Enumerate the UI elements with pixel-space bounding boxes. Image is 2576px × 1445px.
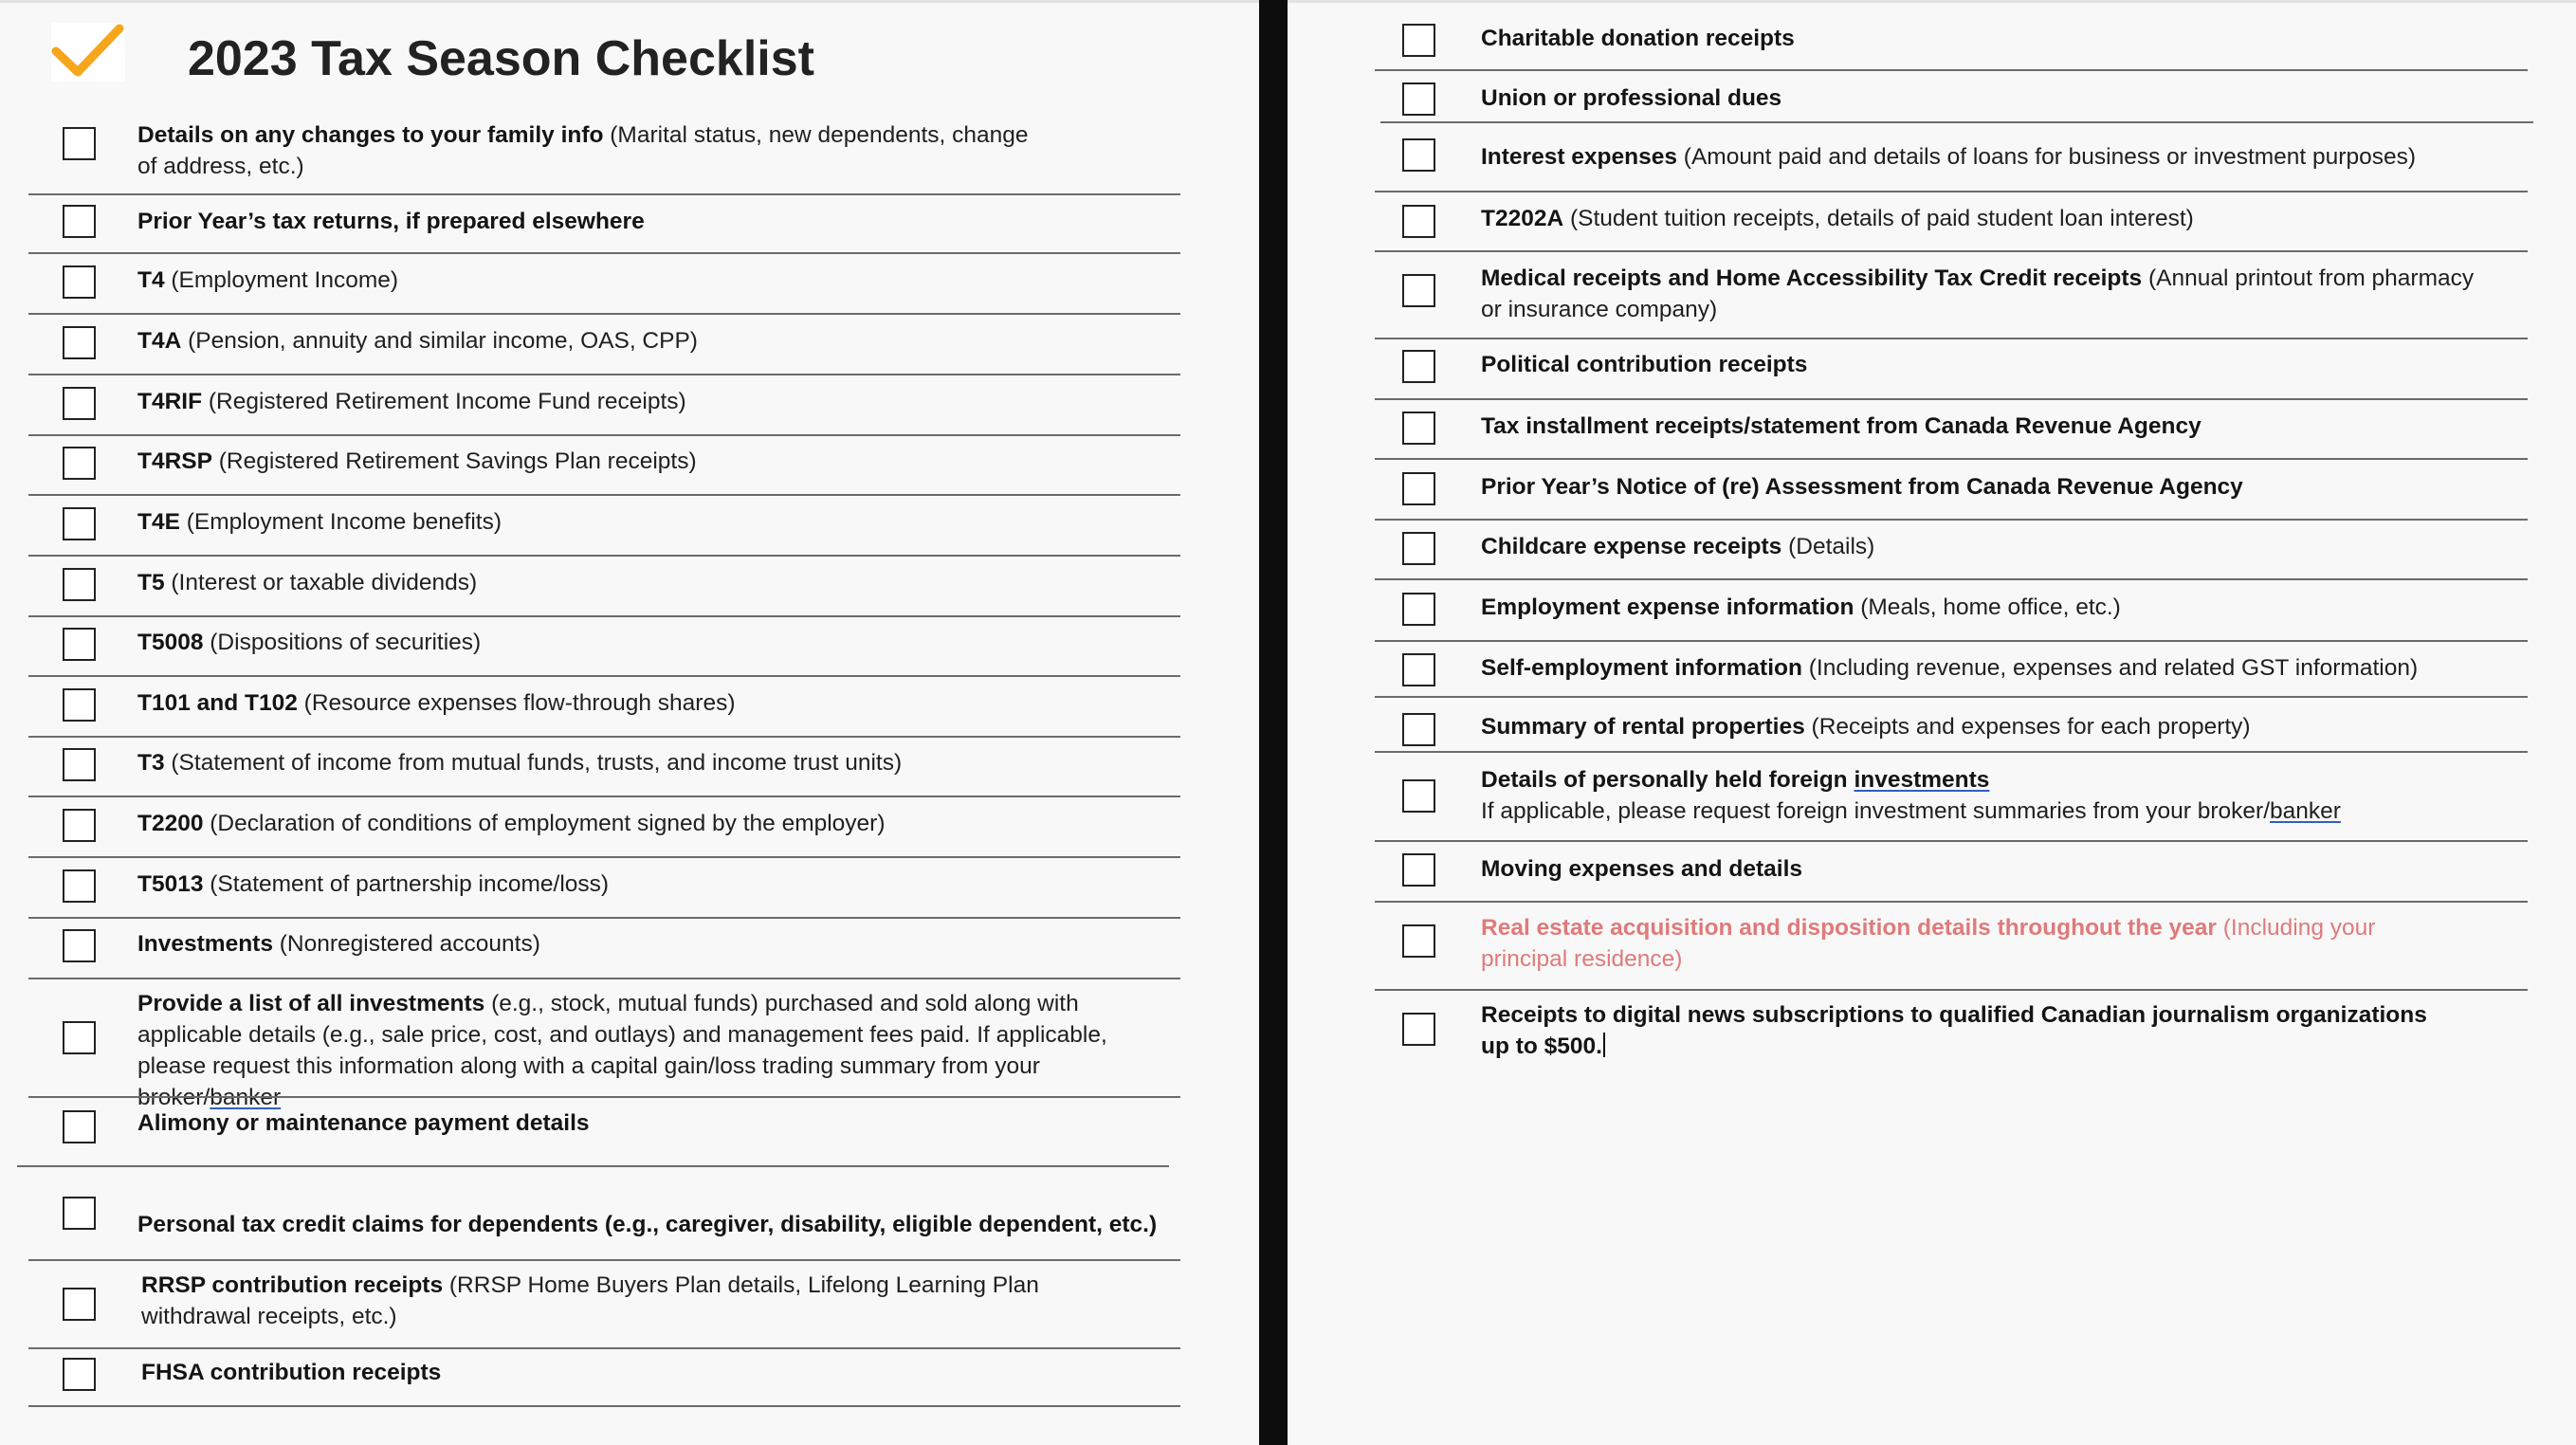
- checkbox[interactable]: [63, 326, 96, 359]
- page-title: 2023 Tax Season Checklist: [188, 31, 814, 86]
- item-text: [137, 808, 1038, 839]
- checkbox[interactable]: [63, 688, 96, 722]
- row-divider: [28, 313, 1180, 315]
- checkbox[interactable]: [1402, 924, 1435, 958]
- item-details: If applicable, please request foreign investment summaries from your broker/: [1481, 798, 2271, 824]
- item-label: Political contribution receipts: [1481, 352, 1808, 377]
- item-details: (Details): [1781, 534, 1875, 559]
- item-label: T4A: [137, 328, 182, 354]
- row-divider: [28, 494, 1180, 496]
- item-text: [141, 1357, 1137, 1388]
- item-text: [1481, 711, 2476, 742]
- row-divider: [1375, 398, 2528, 400]
- row-divider: [28, 978, 1180, 979]
- item-details: (Nonregistered accounts): [272, 931, 540, 957]
- item-text: [137, 687, 1038, 719]
- right-page: [1288, 0, 2576, 1445]
- checkbox[interactable]: [1402, 24, 1435, 57]
- checkbox[interactable]: [63, 1110, 96, 1143]
- item-label: Provide a list of all investments: [137, 991, 485, 1016]
- checkbox[interactable]: [63, 205, 96, 238]
- item-label: Interest expenses: [1481, 144, 1677, 170]
- item-details: (Amount paid and details of loans for business or investment purposes): [1677, 144, 2416, 170]
- checkbox[interactable]: [1402, 653, 1435, 686]
- item-label: Charitable donation receipts: [1481, 26, 1795, 51]
- item-details: (Receipts and expenses for each property): [1804, 714, 2251, 740]
- item-label: Alimony or maintenance payment details: [137, 1110, 590, 1136]
- item-text: [137, 1107, 1038, 1139]
- row-divider: [1375, 696, 2528, 698]
- item-label: T3: [137, 750, 165, 776]
- row-divider: [1380, 121, 2533, 123]
- checkbox[interactable]: [1402, 1013, 1435, 1046]
- item-text: [137, 928, 1038, 960]
- page-top-edge: [1288, 0, 2576, 3]
- item-label: T5013: [137, 871, 204, 897]
- checkbox[interactable]: [1402, 472, 1435, 505]
- checkbox[interactable]: [63, 1197, 96, 1230]
- item-label: T5008: [137, 630, 204, 655]
- item-details: (Statement of income from mutual funds, trusts, and income trust units): [164, 750, 903, 776]
- item-details: (Annual printout from pharmacy or insurance company): [1481, 265, 2475, 322]
- row-divider: [28, 434, 1180, 436]
- item-text: [1481, 203, 2524, 234]
- checkbox[interactable]: [63, 809, 96, 842]
- item-text: [1481, 349, 2476, 380]
- item-label: Prior Year’s tax returns, if prepared elsewhere: [137, 209, 645, 234]
- item-details: (Statement of partnership income/loss): [203, 871, 610, 897]
- row-divider: [28, 1405, 1180, 1407]
- item-text: [137, 988, 1171, 1113]
- item-text: [1481, 853, 2476, 885]
- row-divider: [1375, 250, 2528, 252]
- item-label: Details of personally held foreign: [1481, 767, 1854, 793]
- row-divider: [1375, 69, 2528, 71]
- item-details: (Student tuition receipts, details of paid student loan interest): [1563, 206, 2194, 231]
- item-details: (Employment Income benefits): [179, 509, 502, 535]
- item-text: [137, 446, 1038, 477]
- row-divider: [28, 193, 1180, 195]
- item-text: [1481, 23, 2476, 54]
- item-details: (Including revenue, expenses and related GST information): [1801, 655, 2419, 681]
- item-details: (Dispositions of securities): [203, 630, 482, 655]
- checkbox[interactable]: [1402, 82, 1435, 116]
- item-label: FHSA contribution receipts: [141, 1360, 442, 1385]
- row-divider: [17, 1165, 1169, 1167]
- item-text: [137, 119, 1038, 182]
- item-details: (Meals, home office, etc.): [1854, 594, 2121, 620]
- row-divider: [28, 615, 1180, 617]
- checkbox[interactable]: [63, 447, 96, 480]
- item-text: [137, 1209, 1180, 1240]
- item-label: Receipts to digital news subscriptions to qualified Canadian journalism organizations up to $500.: [1481, 1002, 2427, 1059]
- left-page: [0, 0, 1259, 1445]
- checkbox[interactable]: [1402, 350, 1435, 383]
- row-divider: [1375, 458, 2528, 460]
- item-text: [1481, 999, 2429, 1062]
- row-divider: [1375, 578, 2528, 580]
- checkbox[interactable]: [1402, 412, 1435, 445]
- item-label: Union or professional dues: [1481, 85, 1782, 111]
- item-details: (Resource expenses flow-through shares): [297, 690, 736, 716]
- item-label: T2200: [137, 811, 204, 836]
- item-details: (Employment Income): [164, 267, 399, 293]
- item-label: Self-employment information: [1481, 655, 1802, 681]
- item-label: RRSP contribution receipts: [141, 1272, 444, 1298]
- row-divider: [28, 736, 1180, 738]
- checkbox[interactable]: [63, 628, 96, 661]
- row-divider: [1375, 338, 2528, 339]
- row-divider: [28, 796, 1180, 797]
- item-text: [1481, 531, 2476, 562]
- checkbox[interactable]: [63, 568, 96, 601]
- checkbox[interactable]: [63, 869, 96, 903]
- item-details: (Registered Retirement Savings Plan receipts): [211, 448, 697, 474]
- checkbox[interactable]: [1402, 532, 1435, 565]
- row-divider: [1375, 519, 2528, 521]
- item-text: [1481, 263, 2495, 325]
- row-divider: [1375, 640, 2528, 642]
- row-divider: [1375, 840, 2528, 842]
- page-divider: [1259, 0, 1288, 1445]
- checkbox[interactable]: [63, 1358, 96, 1391]
- item-label: Childcare expense receipts: [1481, 534, 1782, 559]
- item-details: (Marital status, new dependents, change of address, etc.): [137, 122, 1029, 179]
- checkbox[interactable]: [63, 387, 96, 420]
- item-label: Employment expense information: [1481, 594, 1854, 620]
- item-text: [1481, 652, 2524, 684]
- item-text: [137, 265, 1038, 296]
- banker-link[interactable]: banker: [210, 1085, 282, 1110]
- item-text: [137, 386, 1038, 417]
- row-divider: [28, 917, 1180, 919]
- row-divider: [28, 252, 1180, 254]
- item-label: T4RSP: [137, 448, 212, 474]
- checkbox[interactable]: [1402, 779, 1435, 813]
- item-label: Tax installment receipts/statement from Canada Revenue Agency: [1481, 413, 2201, 439]
- checkbox[interactable]: [63, 929, 96, 962]
- row-divider: [28, 1096, 1180, 1098]
- item-label: T4RIF: [137, 389, 203, 414]
- checkmark-icon: [51, 23, 125, 82]
- item-details: (e.g., stock, mutual funds) purchased and sold along with applicable details (e.g., sale price, cost, and outlays) and management fees paid. If applicable, please request this information along with a capital gain/loss trading summary from your broker/: [137, 991, 1107, 1110]
- row-divider: [1375, 901, 2528, 903]
- checkbox[interactable]: [63, 507, 96, 540]
- checkbox[interactable]: [63, 1021, 96, 1054]
- item-text: [137, 206, 1038, 237]
- item-text: [1481, 592, 2476, 623]
- item-text: [137, 567, 1038, 598]
- item-label: T2202A: [1481, 206, 1564, 231]
- item-label: Summary of rental properties: [1481, 714, 1805, 740]
- row-divider: [28, 555, 1180, 557]
- item-details: (Including your principal residence): [1481, 915, 2376, 972]
- item-details: (Interest or taxable dividends): [164, 570, 478, 595]
- checkbox[interactable]: [63, 1288, 96, 1321]
- item-text: [1481, 82, 2476, 114]
- item-label: T4: [137, 267, 165, 293]
- item-text: [1481, 912, 2429, 975]
- row-divider: [1375, 751, 2528, 753]
- row-divider: [28, 374, 1180, 375]
- checkbox[interactable]: [63, 127, 96, 160]
- checkbox[interactable]: [63, 265, 96, 299]
- item-label: T101 and T102: [137, 690, 298, 716]
- checkbox[interactable]: [1402, 853, 1435, 887]
- item-details: (Registered Retirement Income Fund receipts): [202, 389, 686, 414]
- item-label: Moving expenses and details: [1481, 856, 1803, 882]
- item-text: [1481, 471, 2476, 503]
- row-divider: [28, 1347, 1180, 1349]
- item-text: [137, 506, 1038, 538]
- row-divider: [1375, 191, 2528, 192]
- item-label: Medical receipts and Home Accessibility Tax Credit receipts: [1481, 265, 2143, 291]
- row-divider: [28, 1259, 1180, 1261]
- logo: [51, 23, 125, 82]
- item-details: (Declaration of conditions of employment signed by the employer): [203, 811, 886, 836]
- checkbox[interactable]: [63, 748, 96, 781]
- item-label: T5: [137, 570, 165, 595]
- banker-link[interactable]: banker: [2270, 798, 2341, 824]
- row-divider: [1375, 989, 2528, 991]
- item-label: Investments: [137, 931, 273, 957]
- checkbox[interactable]: [1402, 138, 1435, 172]
- item-text: [1481, 141, 2524, 173]
- item-label: Prior Year’s Notice of (re) Assessment from Canada Revenue Agency: [1481, 474, 2243, 500]
- checkbox[interactable]: [1402, 713, 1435, 746]
- item-text: [137, 325, 1038, 357]
- item-label: Details on any changes to your family info: [137, 122, 604, 148]
- investments-link[interactable]: investments: [1854, 767, 1990, 793]
- item-text: [137, 869, 1038, 900]
- text-cursor: [1603, 1033, 1605, 1057]
- checkbox[interactable]: [1402, 593, 1435, 626]
- item-text: [1481, 764, 2524, 827]
- item-text: [141, 1270, 1137, 1332]
- item-label: T4E: [137, 509, 180, 535]
- checkbox[interactable]: [1402, 274, 1435, 307]
- item-text: [137, 627, 1038, 658]
- row-divider: [28, 675, 1180, 677]
- item-text: [137, 747, 1038, 778]
- item-text: [1481, 411, 2476, 442]
- row-divider: [28, 856, 1180, 858]
- item-details: (RRSP Home Buyers Plan details, Lifelong Learning Plan withdrawal receipts, etc.): [141, 1272, 1039, 1329]
- item-details: (Pension, annuity and similar income, OAS, CPP): [181, 328, 698, 354]
- checkbox[interactable]: [1402, 205, 1435, 238]
- item-label: Real estate acquisition and disposition details throughout the year: [1481, 915, 2217, 941]
- page-top-edge: [0, 0, 1259, 3]
- item-label: Personal tax credit claims for dependents (e.g., caregiver, disability, eligible dependent, etc.): [137, 1212, 1158, 1237]
